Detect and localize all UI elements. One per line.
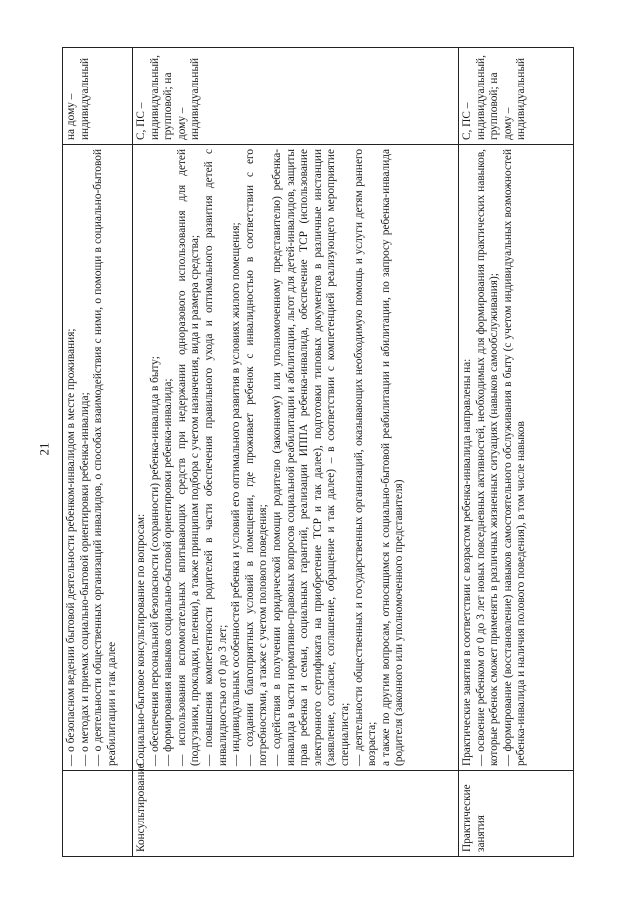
section-cell	[63, 771, 133, 857]
paragraph: Социально-бытовое консультирование по вопросам:	[135, 513, 147, 766]
section-cell: Консультирование	[133, 771, 459, 857]
paragraph: — формирования навыков социально-бытовой ориентировки ребенка-инвалида;	[162, 378, 175, 766]
section-cell: Практические занятия	[459, 771, 574, 857]
paragraph: — индивидуальных особенностей ребенка и условий его оптимального развития в условиях жилого помещения;	[230, 222, 243, 766]
paragraph: — использования вспомогательных впитывающих средств при недержании одноразового использования для детей (подгузники, прокладки, пеленки), а также принципам подбора с учетом назначения, вида и размера средства;	[175, 149, 202, 766]
form-cell: С, ПС – индивидуальный, групповой; на дому – индивидуальный	[459, 48, 574, 145]
paragraph: — о безопасном ведении бытовой деятельности ребенком-инвалидом в месте проживания;	[65, 328, 77, 766]
rehabilitation-table	[62, 47, 574, 857]
form-cell: С, ПС – индивидуальный, групповой; на дому – индивидуальный	[133, 48, 459, 145]
paragraph: — обеспечения персональной безопасности (сохранности) ребенка-инвалида в быту;	[148, 356, 161, 766]
table-row	[133, 48, 459, 857]
content-cell	[459, 145, 574, 771]
paragraph: — создании благоприятных условий в помещении, где проживает ребенок с инвалидностью в соответствии с его потребностями, а также с учетом полового поведения;	[243, 149, 270, 766]
paragraph: — о деятельности общественных организаций инвалидов, о способах взаимодействия с ними, о помощи в социально-бытовой реабилитации и так далее	[92, 149, 118, 766]
paragraph: — о методах и приемах социально-бытовой ориентировки ребенка-инвалида;	[78, 392, 91, 766]
content-cell	[63, 145, 133, 771]
content-cell	[133, 145, 459, 771]
form-cell: на дому – индивидуальный	[63, 48, 133, 145]
paragraph: а также по другим вопросам, относящимся к социально-бытовой реабилитации и абилитации, по запросу ребенка-инвалида (родителя (законного или уполномоченного представителя)	[379, 149, 406, 766]
paragraph: — формирование (восстановление) навыков самостоятельного обслуживания в быту (с учетом индивидуальных возможностей ребенка-инвалида и наличия полового поведения), в том числе навыков	[501, 149, 528, 766]
paragraph: — повышения компетентности родителей в части обеспечения правильного ухода и оптимального развития детей с инвалидностью от 0 до 3 лет;	[202, 149, 229, 766]
rotated-table-container	[62, 47, 574, 857]
page-number: 21	[36, 442, 52, 456]
paragraph: — содействия в получении юридической помощи родителю (законному) или уполномоченному представителю) ребенка-инвалида в части нормативно-правовых вопросов социальной реабилитации и абилитации, льгот для детей-инвалидов, защиты прав ребенка и семьи, социальных гарантий, реализации ИППА ребенка-инвалида, обеспечение ТСР (использование электронного сертификата на приобретение ТСР и так далее), подготовки типовых документов в различные инстанции (заявление, согласие, соглашение, обращение и так далее) – в соответствии с компетенцией реализующего мероприятие специалиста;	[270, 149, 351, 766]
table-row	[459, 48, 574, 857]
table-row	[63, 48, 133, 857]
paragraph: Практические занятия в соответствии с возрастом ребенка-инвалида направлены на:	[461, 358, 473, 766]
paragraph: — освоение ребенком от 0 до 3 лет новых повседневных активностей, необходимых для формирования практических навыков, которые ребенок сможет применять в различных жизненных ситуациях (навыков самообслуживания);	[474, 149, 501, 766]
paragraph: — деятельности общественных и государственных организаций, оказывающих необходимую помощь и услуги детям раннего возраста;	[352, 149, 379, 766]
